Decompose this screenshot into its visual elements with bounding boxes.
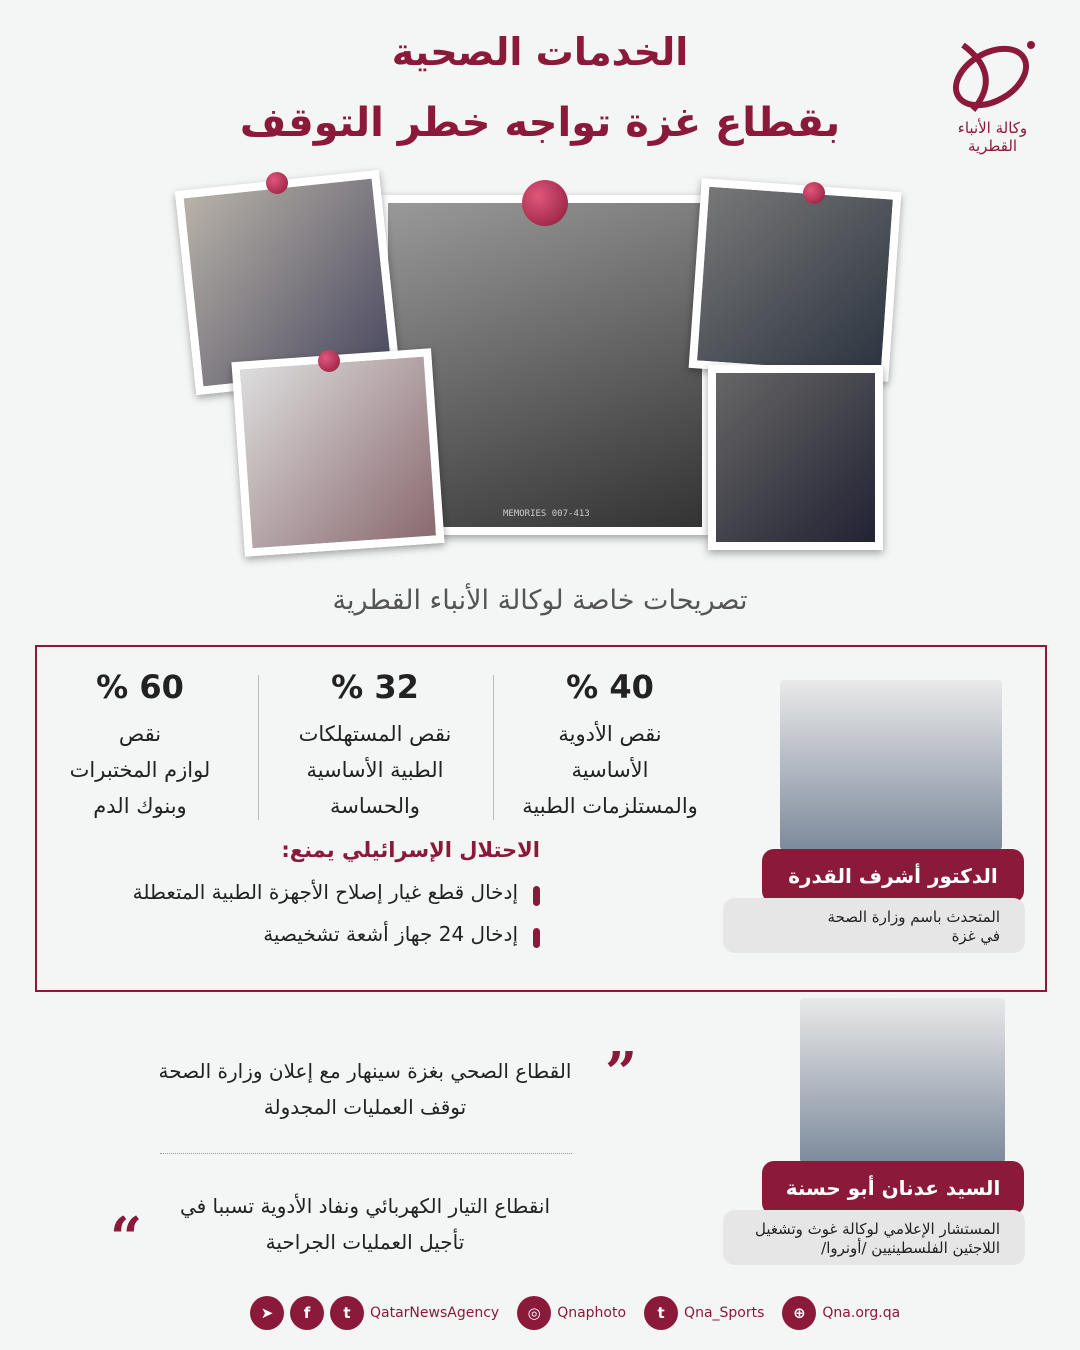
- quote-line: تأجيل العمليات الجراحية: [265, 1230, 465, 1254]
- quote-line: توقف العمليات المجدولة: [263, 1095, 467, 1119]
- facebook-icon[interactable]: f: [290, 1296, 324, 1330]
- speaker2-portrait: [800, 998, 1005, 1163]
- divider: [160, 1153, 572, 1154]
- pin-icon: [318, 350, 340, 372]
- ban-item: إدخال 24 جهاز أشعة تشخيصية: [100, 922, 540, 946]
- quote-1: [130, 1053, 600, 1125]
- photo-caption: MEMORIES 007-413: [503, 509, 590, 519]
- stat-value: % 60: [96, 668, 184, 706]
- stat-medicines: [495, 668, 725, 824]
- social-handle-qna-sports[interactable]: Qna_Sports: [684, 1305, 765, 1321]
- quote-line: القطاع الصحي بغزة سينهار مع إعلان وزارة الصحة: [158, 1059, 572, 1083]
- occupation-bans: [100, 838, 540, 964]
- role-line: المتحدث باسم وزارة الصحة: [827, 908, 1000, 926]
- title-line-2: بقطاع غزة تواجه خطر التوقف: [239, 100, 841, 146]
- speaker1-role: [723, 898, 1025, 953]
- speaker1-portrait: [780, 680, 1002, 850]
- social-handle-qatarnewsagency[interactable]: QatarNewsAgency: [370, 1305, 500, 1321]
- stat-label: نقص: [118, 722, 162, 746]
- title-line-1: الخدمات الصحية: [391, 30, 689, 74]
- stat-value: % 32: [331, 668, 419, 706]
- pin-icon: [266, 172, 288, 194]
- stat-consumables: [260, 668, 490, 824]
- telegram-icon[interactable]: ➤: [250, 1296, 284, 1330]
- logo-text-2: القطرية: [967, 137, 1018, 155]
- twitter-icon[interactable]: t: [330, 1296, 364, 1330]
- quote-2: [150, 1188, 580, 1260]
- social-handle-qnaphoto[interactable]: Qnaphoto: [557, 1305, 627, 1321]
- logo-emblem-icon: [943, 35, 1043, 115]
- quote-line: انقطاع التيار الكهربائي ونفاد الأدوية تسببا في: [179, 1194, 551, 1218]
- stat-label: والمستلزمات الطبية: [522, 794, 698, 818]
- stat-label: نقص المستهلكات: [298, 722, 452, 746]
- photo-girl-hospital: [231, 348, 444, 556]
- quote-mark-icon: ”: [605, 1040, 638, 1106]
- pin-icon: [803, 182, 825, 204]
- divider: [493, 675, 494, 820]
- quote-mark-icon: “: [110, 1205, 143, 1271]
- stat-label: الأساسية: [571, 758, 649, 782]
- bans-heading: الاحتلال الإسرائيلي يمنع:: [281, 838, 540, 862]
- speaker2-role: [723, 1210, 1025, 1265]
- role-line: في غزة: [951, 927, 1000, 945]
- twitter-icon[interactable]: t: [644, 1296, 678, 1330]
- ban-item: إدخال قطع غيار إصلاح الأجهزة الطبية المتعطلة: [100, 880, 540, 904]
- stat-label: لوازم المختبرات: [69, 758, 211, 782]
- website-link[interactable]: Qna.org.qa: [822, 1305, 901, 1321]
- photo-rubble-street: [689, 178, 902, 381]
- stat-label: نقص الأدوية: [558, 722, 662, 746]
- divider: [258, 675, 259, 820]
- role-line: المستشار الإعلامي لوكالة غوث وتشغيل: [754, 1220, 1000, 1238]
- section-subtitle: تصريحات خاصة لوكالة الأنباء القطرية: [332, 585, 748, 616]
- speaker2-name: السيد عدنان أبو حسنة: [762, 1161, 1024, 1215]
- stat-labs: [25, 668, 255, 824]
- stat-label: الطبية الأساسية: [306, 758, 444, 782]
- globe-icon[interactable]: ⊕: [782, 1296, 816, 1330]
- speaker1-name: الدكتور أشرف القدرة: [762, 849, 1024, 903]
- role-line: اللاجئين الفلسطينيين /أونروا/: [821, 1239, 1000, 1257]
- social-links: [250, 1296, 900, 1330]
- qna-logo: [935, 35, 1050, 155]
- stat-value: % 40: [566, 668, 654, 706]
- instagram-icon[interactable]: ◎: [517, 1296, 551, 1330]
- stat-label: والحساسة: [330, 794, 420, 818]
- stat-label: وبنوك الدم: [93, 794, 187, 818]
- logo-text-1: وكالة الأنباء: [957, 119, 1028, 137]
- pin-icon: [522, 180, 568, 226]
- photo-firefighter: [708, 365, 883, 550]
